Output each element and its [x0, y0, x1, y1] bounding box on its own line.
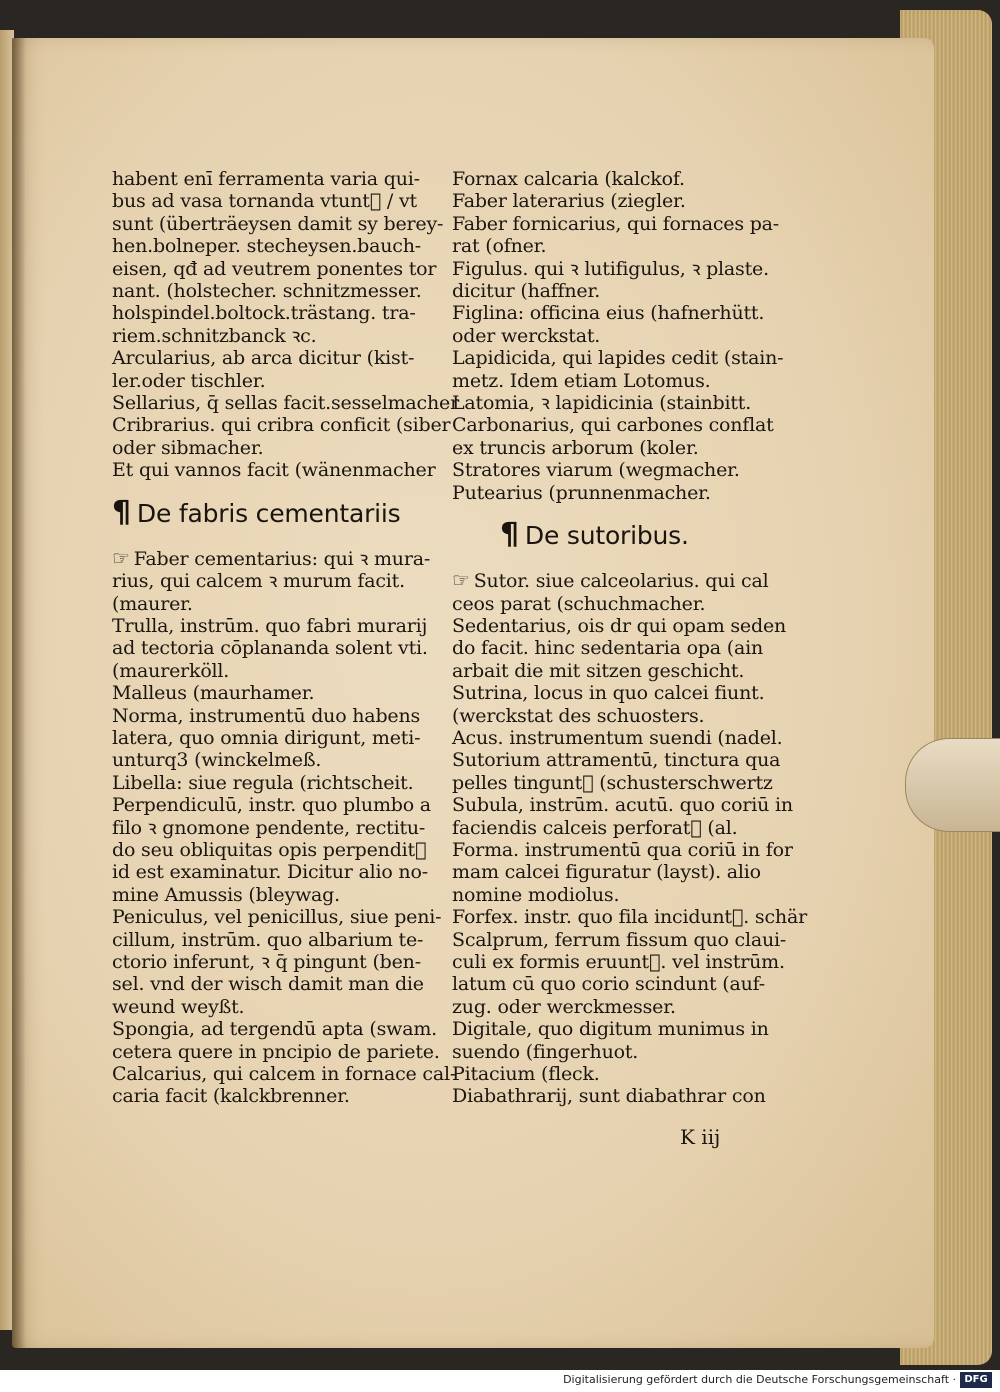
- text-line: [452, 392, 782, 414]
- text-line: [452, 593, 782, 615]
- text-line: [112, 906, 442, 929]
- text-line: [452, 459, 782, 481]
- text-line-content: Calcarius, qui calcem in fornace cal-: [112, 1063, 457, 1086]
- text-line: [452, 951, 785, 973]
- text-line: [112, 1063, 457, 1086]
- text-line: [112, 660, 437, 682]
- manicule-icon: ☞: [112, 545, 130, 570]
- text-line-content: ler.oder tischler.: [112, 369, 266, 392]
- text-line: [452, 258, 782, 280]
- text-line: [452, 370, 782, 392]
- text-line-content: ad tectoria cōplananda solent vti.: [112, 637, 428, 660]
- text-line: [112, 637, 437, 659]
- text-line-content: Acus. instrumentum suendi (nadel.: [452, 726, 783, 749]
- text-line: [452, 1041, 782, 1063]
- text-line-content: Forfex. instr. quo fila incidunt᷑. schär: [452, 906, 807, 929]
- text-line-content: nomine modiolus.: [452, 883, 620, 906]
- text-line: [112, 258, 437, 280]
- text-line-content: Subula, instrūm. acutū. quo coriū in: [452, 794, 793, 817]
- text-line-content: Stratores viarum (wegmacher.: [452, 459, 740, 482]
- text-line-content: Sutor. siue calceolarius. qui cal: [473, 570, 769, 593]
- text-line: [112, 325, 437, 347]
- text-line-content: filo ꝛ gnomone pendente, rectitu-: [112, 816, 426, 839]
- text-line: [112, 772, 437, 794]
- text-line: [452, 437, 782, 459]
- text-line-content: latum cū quo corio scindunt (auf-: [452, 973, 766, 996]
- text-line-content: bus ad vasa tornanda vtunt᷑ / vt: [112, 190, 417, 213]
- text-line: [112, 839, 437, 861]
- right-text-block-1: [452, 168, 782, 504]
- text-line: [112, 861, 437, 883]
- text-line-content: latera, quo omnia dirigunt, meti-: [112, 726, 421, 749]
- text-line: [112, 547, 437, 570]
- text-line: [112, 302, 437, 324]
- text-line-content: Digitale, quo digitum munimus in: [452, 1018, 769, 1041]
- text-line-content: Forma. instrumentū qua coriū in for: [452, 838, 793, 861]
- text-line-content: do seu obliquitas opis perpendit᷑: [112, 838, 427, 861]
- pilcrow-icon: ¶: [112, 494, 131, 530]
- text-line: [112, 168, 437, 190]
- spine-shadow: [12, 38, 26, 1348]
- text-line-content: Spongia, ad tergendū apta (swam.: [112, 1018, 437, 1041]
- text-line: [112, 951, 437, 973]
- text-line-content: Fornax calcaria (kalckof.: [452, 168, 685, 190]
- text-line: [452, 347, 782, 369]
- text-line-content: culi ex formis eruunt᷑. vel instrūm.: [452, 951, 785, 973]
- text-line-content: Putearius (prunnenmacher.: [452, 481, 711, 504]
- text-line-content: habent enī ferramenta varia qui-: [112, 168, 420, 190]
- text-line: [112, 593, 437, 615]
- text-line-content: Perpendiculū, instr. quo plumbo a: [112, 794, 431, 817]
- text-line: [452, 190, 782, 212]
- text-line: [112, 817, 437, 839]
- text-line: [112, 370, 437, 392]
- text-line-content: mine Amussis (bleywag.: [112, 883, 340, 906]
- text-line-content: pelles tingunt᷑ (schusterschwertz: [452, 771, 773, 794]
- text-line: [112, 414, 451, 437]
- text-line-content: Pitacium (fleck.: [452, 1063, 600, 1086]
- text-line: [452, 794, 793, 817]
- text-line: [112, 437, 437, 459]
- text-line: [112, 884, 437, 906]
- text-line: [452, 302, 782, 324]
- text-line-content: Diabathrarij, sunt diabathrar con: [452, 1085, 766, 1108]
- text-line: [112, 1040, 440, 1063]
- text-line-content: Cribrarius. qui cribra conficit (siber: [112, 414, 451, 437]
- text-line: [112, 794, 437, 816]
- text-line: [112, 749, 437, 771]
- footer-credit: Digitalisierung gefördert durch die Deutsche Forschungsgemeinschaft ·: [563, 1373, 956, 1386]
- heading-de-fabris-cementariis: [112, 496, 437, 531]
- left-text-block-2: [112, 545, 457, 1108]
- text-line: [452, 660, 782, 682]
- text-line-content: Libella: siue regula (richtscheit.: [112, 771, 414, 794]
- text-line: [452, 235, 782, 257]
- text-line-content: zug. oder werckmesser.: [452, 995, 676, 1018]
- text-line: [452, 772, 782, 794]
- right-text-block-2: [452, 568, 807, 1108]
- text-line-content: Faber cementarius: qui ꝛ mura-: [133, 547, 431, 570]
- text-line-content: rat (ofner.: [452, 235, 547, 258]
- text-line-content: arbait die mit sitzen geschicht.: [452, 659, 745, 682]
- text-line-content: mam calcei figuratur (layst). alio: [452, 861, 761, 884]
- text-line-content: dicitur (haffner.: [452, 280, 601, 303]
- text-line: [112, 996, 437, 1018]
- text-line-content: suendo (fingerhuot.: [452, 1040, 639, 1063]
- text-line: [452, 325, 782, 347]
- heading-text: De sutoribus.: [524, 521, 689, 551]
- text-line-content: nant. (holstecher. schnitzmesser.: [112, 280, 422, 303]
- text-line: [112, 190, 437, 212]
- text-line: [452, 1063, 782, 1085]
- text-line: [452, 705, 782, 727]
- text-line-content: Malleus (maurhamer.: [112, 682, 315, 705]
- text-line: [452, 1085, 782, 1107]
- text-line-content: Latomia, ꝛ lapidicinia (stainbitt.: [452, 392, 752, 415]
- text-line-content: riem.schnitzbanck ꝛc.: [112, 324, 317, 347]
- text-line: [112, 570, 437, 592]
- text-line: [452, 749, 782, 771]
- text-line-content: Norma, instrumentū duo habens: [112, 704, 421, 727]
- dfg-logo: DFG: [960, 1372, 992, 1388]
- text-line: [452, 973, 782, 995]
- left-text-block-1: [112, 168, 459, 482]
- text-line: [452, 838, 793, 861]
- text-line-content: oder sibmacher.: [112, 436, 264, 459]
- text-line: [452, 682, 782, 704]
- text-line-content: holspindel.boltock.trästang. tra-: [112, 302, 416, 325]
- text-line: [452, 569, 782, 592]
- text-line: [452, 213, 782, 235]
- text-line-content: Scalprum, ferrum fissum quo claui-: [452, 928, 787, 951]
- text-line: [112, 973, 437, 995]
- text-line-content: (werckstat des schuosters.: [452, 704, 705, 727]
- manicule-icon: ☞: [452, 568, 470, 593]
- text-line-content: id est examinatur. Dicitur alio no-: [112, 861, 428, 884]
- text-line-content: Sellarius, q̄ sellas facit.sesselmacher: [112, 392, 459, 415]
- text-line: [112, 727, 437, 749]
- text-line-content: cillum, instrūm. quo albarium te-: [112, 928, 424, 951]
- text-line-content: hen.bolneper. stecheysen.bauch-: [112, 235, 421, 258]
- text-line: [452, 168, 782, 190]
- text-line: [112, 212, 444, 235]
- right-column: [452, 168, 807, 1108]
- text-line-content: Et qui vannos facit (wänenmacher: [112, 459, 436, 482]
- text-line-content: oder werckstat.: [452, 324, 601, 347]
- text-line-content: Figlina: officina eius (hafnerhütt.: [452, 302, 765, 325]
- text-line: [452, 414, 782, 436]
- footer-bar: [0, 1370, 1000, 1392]
- text-line-content: Arcularius, ab arca dicitur (kist-: [112, 347, 415, 370]
- left-column: [112, 168, 459, 1108]
- text-line-content: weund weyßt.: [112, 995, 245, 1018]
- text-line-content: rius, qui calcem ꝛ murum facit.: [112, 570, 405, 593]
- pilcrow-icon: ¶: [500, 517, 519, 553]
- text-line-content: ctorio inferunt, ꝛ q̄ pingunt (ben-: [112, 951, 421, 973]
- text-line: [452, 280, 782, 302]
- text-line: [112, 459, 437, 481]
- text-line-content: Faber fornicarius, qui fornaces pa-: [452, 212, 780, 235]
- text-line: [452, 861, 782, 883]
- text-line: [112, 929, 437, 951]
- text-line: [112, 392, 459, 415]
- text-line: [112, 1018, 437, 1040]
- text-line-content: cetera quere in pncipio de pariete.: [112, 1040, 440, 1063]
- text-line-content: Faber laterarius (ziegler.: [452, 190, 686, 213]
- text-line: [112, 347, 437, 369]
- clasp-strap: [905, 738, 1000, 832]
- text-line: [452, 884, 782, 906]
- text-line: [452, 996, 782, 1018]
- text-line-content: Figulus. qui ꝛ lutifigulus, ꝛ plaste.: [452, 257, 769, 280]
- text-line-content: Trulla, instrūm. quo fabri murarij: [112, 614, 428, 637]
- text-line: [452, 637, 782, 659]
- text-line-content: Carbonarius, qui carbones conflat: [452, 414, 774, 437]
- text-line: [112, 1085, 437, 1107]
- text-line-content: do facit. hinc sedentaria opa (ain: [452, 637, 764, 660]
- text-line: [112, 682, 437, 704]
- text-line-content: metz. Idem etiam Lotomus.: [452, 369, 711, 392]
- text-line-content: Sutrina, locus in quo calcei fiunt.: [452, 682, 765, 705]
- text-line-content: faciendis calceis perforat᷑ (al.: [452, 816, 738, 839]
- text-line: [452, 482, 782, 504]
- text-line: [452, 727, 782, 749]
- heading-text: De fabris cementariis: [136, 498, 401, 528]
- heading-de-sutoribus: [452, 518, 782, 553]
- text-line-content: Lapidicida, qui lapides cedit (stain-: [452, 347, 784, 370]
- text-line: [452, 817, 782, 839]
- text-line: [112, 615, 437, 637]
- text-line-content: Peniculus, vel penicillus, siue peni-: [112, 906, 442, 929]
- text-line-content: (maurer.: [112, 592, 193, 615]
- text-line: [112, 235, 437, 257]
- text-line: [452, 906, 807, 929]
- text-line-content: eisen, qđ ad veutrem ponentes tor: [112, 257, 437, 280]
- text-line: [112, 705, 437, 727]
- text-line-content: unturq3 (winckelmeß.: [112, 749, 322, 772]
- text-line-content: ceos parat (schuchmacher.: [452, 592, 706, 615]
- text-line-content: (maurerköll.: [112, 659, 230, 682]
- signature-mark: K iij: [680, 1125, 721, 1149]
- text-line: [452, 614, 787, 637]
- text-line-content: sel. vnd der wisch damit man die: [112, 973, 424, 996]
- text-line: [452, 1018, 782, 1040]
- text-line: [112, 280, 437, 302]
- text-line-content: Sedentarius, ois dr qui opam seden: [452, 614, 787, 637]
- text-line-content: ex truncis arborum (koler.: [452, 436, 699, 459]
- text-line-content: caria facit (kalckbrenner.: [112, 1085, 350, 1108]
- text-line-content: sunt (überträeysen damit sy berey-: [112, 212, 444, 235]
- text-line-content: Sutorium attramentū, tinctura qua: [452, 749, 781, 772]
- text-line: [452, 928, 787, 951]
